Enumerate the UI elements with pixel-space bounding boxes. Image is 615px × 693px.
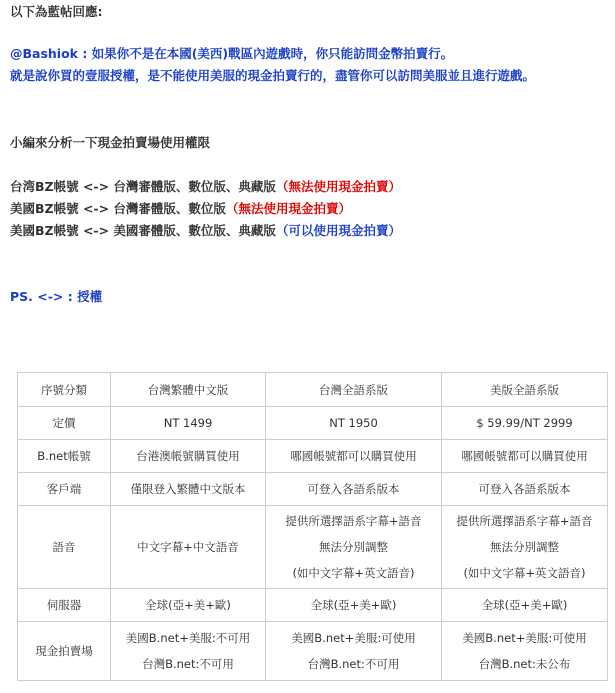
cell-line: 提供所選擇語系字幕+語音 (285, 514, 422, 528)
table-header-cell: 台灣繁體中文版 (111, 373, 266, 407)
comparison-table (17, 372, 608, 681)
table-cell (111, 440, 266, 473)
cell-line: $ 59.99/NT 2999 (476, 416, 573, 430)
rule-note: （無法使用現金拍賣） (275, 179, 401, 194)
row-label: 定價 (18, 407, 111, 440)
rule-note: （無法使用現金拍賣） (225, 201, 351, 216)
table-cell (442, 506, 608, 589)
cell-line: 哪國帳號都可以購買使用 (290, 449, 417, 463)
table-header-cell: 序號分類 (18, 373, 111, 407)
cell-line: NT 1950 (329, 416, 378, 430)
cell-line: 全球(亞+美+歐) (145, 598, 231, 612)
table-cell (111, 407, 266, 440)
cell-line: (如中文字幕+英文語音) (292, 566, 415, 580)
cell-line: 全球(亞+美+歐) (481, 598, 568, 612)
table-cell (442, 440, 608, 473)
cell-line: 美國B.net+美服:可使用 (462, 631, 587, 645)
cell-line: 中文字幕+中文語音 (137, 540, 239, 554)
analysis-title: 小編來分析一下現金拍賣場使用權限 (10, 135, 211, 150)
table-cell (266, 506, 442, 589)
rule-text: 台湾BZ帳號 <-> 台灣審體版、數位版、典藏版 (10, 179, 276, 194)
quote-line-2: 就是說你買的壹服授權，是不能使用美服的現金拍賣行的，盡管你可以訪問美服並且進行遊戲。 (10, 68, 536, 83)
table-header-cell: 台灣全語系版 (266, 373, 442, 407)
table-cell (111, 506, 266, 589)
cell-line: 台灣B.net:未公布 (478, 657, 571, 671)
table-row (18, 506, 608, 589)
row-label: 客戶端 (18, 473, 111, 506)
row-label: 現金拍賣場 (18, 622, 111, 681)
cell-line: 無法分別調整 (319, 540, 388, 554)
rule-text: 美國BZ帳號 <-> 台灣審體版、數位版 (10, 201, 226, 216)
table-row (18, 473, 608, 506)
ps-note: PS. <-> : 授權 (10, 289, 103, 304)
table-row (18, 589, 608, 622)
table-row (18, 407, 608, 440)
cell-line: 哪國帳號都可以購買使用 (461, 449, 588, 463)
intro-text: 以下為藍帖回應: (10, 4, 103, 19)
table-cell (266, 473, 442, 506)
quote-line-1: @Bashiok : 如果你不是在本國(美西)戰區內遊戲時，你只能訪問金幣拍賣行。 (10, 46, 454, 61)
row-label: B.net帳號 (18, 440, 111, 473)
rule-line (10, 223, 401, 239)
rule-note: （可以使用現金拍賣） (275, 223, 401, 238)
table-row (18, 440, 608, 473)
cell-line: (如中文字幕+英文語音) (463, 566, 586, 580)
table-cell (111, 589, 266, 622)
cell-line: 台灣B.net:不可用 (307, 657, 400, 671)
table-header-row (18, 373, 608, 407)
rule-line (10, 179, 401, 195)
table-cell (442, 589, 608, 622)
cell-line: 可登入各語系版本 (307, 482, 400, 496)
table-cell (266, 622, 442, 681)
table-cell (111, 473, 266, 506)
cell-line: 美國B.net+美服:可使用 (291, 631, 416, 645)
table-cell (266, 589, 442, 622)
cell-line: 台灣B.net:不可用 (142, 657, 234, 671)
cell-line: 美國B.net+美服:不可用 (125, 631, 251, 645)
table-header-cell: 美版全語系版 (442, 373, 608, 407)
cell-line: 可登入各語系版本 (478, 482, 571, 496)
row-label: 伺服器 (18, 589, 111, 622)
cell-line: 僅限登入繁體中文版本 (130, 482, 246, 496)
cell-line: 台港澳帳號購買使用 (136, 449, 240, 463)
table-cell (266, 407, 442, 440)
rule-text: 美國BZ帳號 <-> 美國審體版、數位版、典藏版 (10, 223, 276, 238)
cell-line: NT 1499 (163, 416, 213, 430)
cell-line: 無法分別調整 (490, 540, 559, 554)
table-cell (111, 622, 266, 681)
cell-line: 提供所選擇語系字幕+語音 (456, 514, 593, 528)
table-cell (442, 407, 608, 440)
table-cell (266, 440, 442, 473)
table-cell (442, 622, 608, 681)
rule-line (10, 201, 351, 217)
cell-line: 全球(亞+美+歐) (310, 598, 397, 612)
row-label: 語音 (18, 506, 111, 589)
table-cell (442, 473, 608, 506)
table-row (18, 622, 608, 681)
